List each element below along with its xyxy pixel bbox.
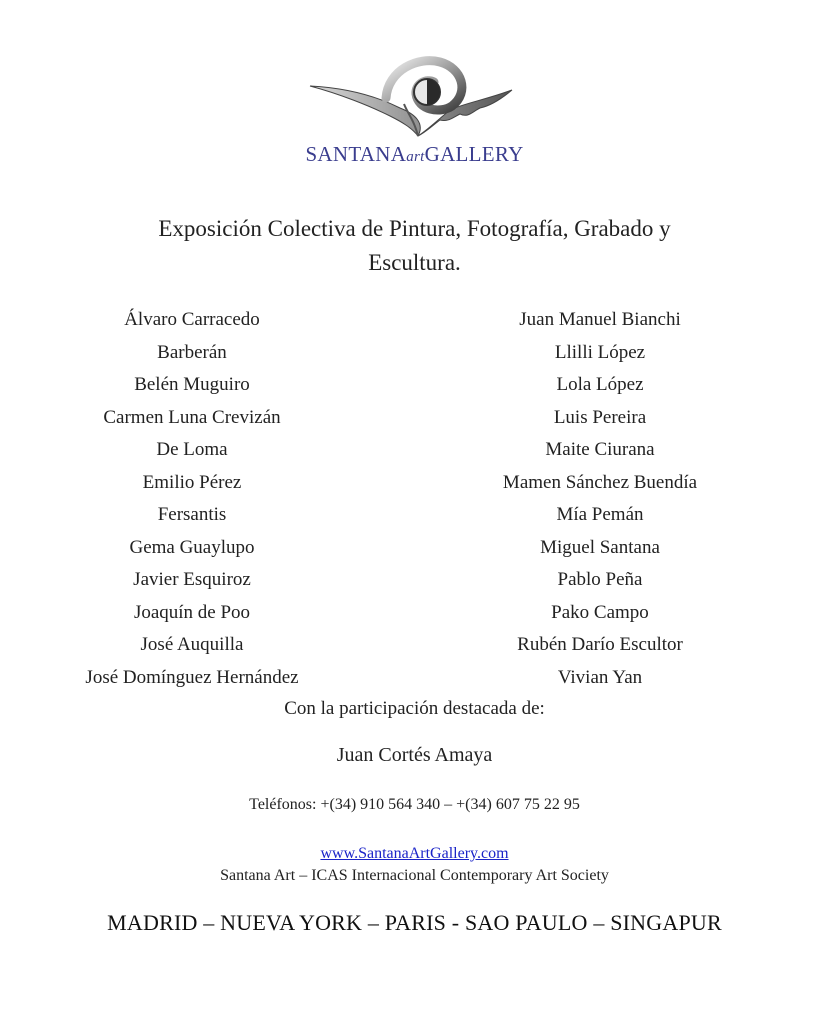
- brand-suffix: GALLERY: [424, 142, 524, 166]
- featured-intro: Con la participación destacada de:: [284, 698, 545, 719]
- exhibition-title: [60, 212, 769, 280]
- artist-name: Barberán: [157, 341, 227, 363]
- artist-name: Mía Pemán: [556, 504, 644, 525]
- spiral-sculpture-logo-icon: [300, 48, 530, 143]
- gallery-logo: [300, 48, 530, 143]
- artist-name: Vivian Yan: [557, 666, 643, 688]
- artist-name: Rubén Darío Escultor: [517, 634, 683, 655]
- artist-name: José Domínguez Hernández: [85, 666, 299, 688]
- artist-name: De Loma: [156, 439, 228, 460]
- artist-name: Carmen Luna Crevizán: [103, 406, 281, 428]
- artist-name: Llilli López: [554, 341, 646, 363]
- brand-prefix: SANTANA: [305, 142, 407, 166]
- brand-art: art: [406, 149, 425, 165]
- society-name: Santana Art – ICAS Internacional Contemporary Art Society: [220, 867, 609, 884]
- artist-name: Emilio Pérez: [142, 471, 242, 493]
- artist-name: Gema Guaylupo: [129, 536, 255, 558]
- city-list: MADRID – NUEVA YORK – PARIS - SAO PAULO – SINGAPUR: [107, 910, 722, 935]
- phone-numbers: Teléfonos: +(34) 910 564 340 – +(34) 607 75 22 95: [249, 796, 580, 813]
- artist-name: Pako Campo: [551, 601, 649, 623]
- artist-name: Luis Pereira: [553, 406, 647, 428]
- website-line: [0, 845, 829, 863]
- title-line-1: Exposición Colectiva de Pintura, Fotografía, Grabado y: [158, 216, 671, 241]
- artist-name: Pablo Peña: [557, 569, 643, 590]
- artists-left-column: [12, 304, 372, 694]
- artist-name: Miguel Santana: [540, 536, 660, 558]
- artist-name: Javier Esquiroz: [133, 569, 251, 590]
- website-link[interactable]: www.SantanaArtGallery.com: [320, 845, 509, 862]
- artist-name: Belén Muguiro: [134, 374, 250, 395]
- gallery-brand-name: [0, 142, 829, 167]
- artist-name: José Auquilla: [140, 634, 244, 655]
- artist-name: Álvaro Carracedo: [124, 309, 260, 330]
- artist-name: Joaquín de Poo: [133, 601, 251, 623]
- artist-name: Fersantis: [157, 504, 227, 525]
- artist-name: Juan Manuel Bianchi: [519, 309, 681, 330]
- artist-name: Mamen Sánchez Buendía: [502, 471, 698, 493]
- artist-name: Lola López: [556, 374, 644, 395]
- artist-name: Maite Ciurana: [545, 439, 655, 460]
- artists-right-column: [420, 304, 780, 694]
- title-line-2: Escultura.: [368, 250, 461, 275]
- featured-artist-name: Juan Cortés Amaya: [336, 744, 493, 766]
